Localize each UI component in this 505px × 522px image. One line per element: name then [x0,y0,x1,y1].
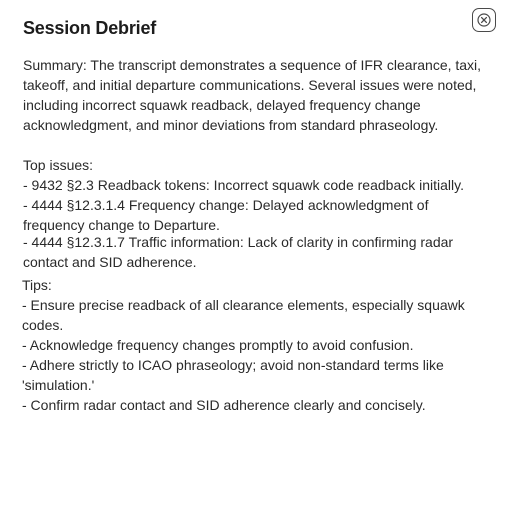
issue-item: - 4444 §12.3.1.4 Frequency change: Delayed acknowledgment of frequency change to Departure. [23,197,429,233]
top-issues-heading: Top issues: [23,157,94,173]
issue-item: - 4444 §12.3.1.7 Traffic information: Lack of clarity in confirming radar contact and SID adherence. [23,234,454,270]
tips-section [22,275,493,415]
debrief-content [23,55,493,415]
dialog-title: Session Debrief [23,18,157,38]
tip-item: - Acknowledge frequency changes promptly to avoid confusion. [22,337,414,353]
issue-item: - 9432 §2.3 Readback tokens: Incorrect squawk code readback initially. [23,177,464,193]
tip-item: - Adhere strictly to ICAO phraseology; avoid non-standard terms like 'simulation.' [22,357,444,393]
summary-text: Summary: The transcript demonstrates a sequence of IFR clearance, taxi, takeoff, and initial departure communications. Several issues were noted, including incorrect squawk readback, delayed frequency change acknowledgment, and minor deviations from standard phraseology. [23,57,482,133]
close-button[interactable] [472,8,496,32]
tips-heading: Tips: [22,277,52,293]
spacer [23,135,493,155]
tip-item: - Confirm radar contact and SID adherence clearly and concisely. [22,397,426,413]
close-icon [477,13,491,27]
tip-item: - Ensure precise readback of all clearance elements, especially squawk codes. [22,297,465,333]
